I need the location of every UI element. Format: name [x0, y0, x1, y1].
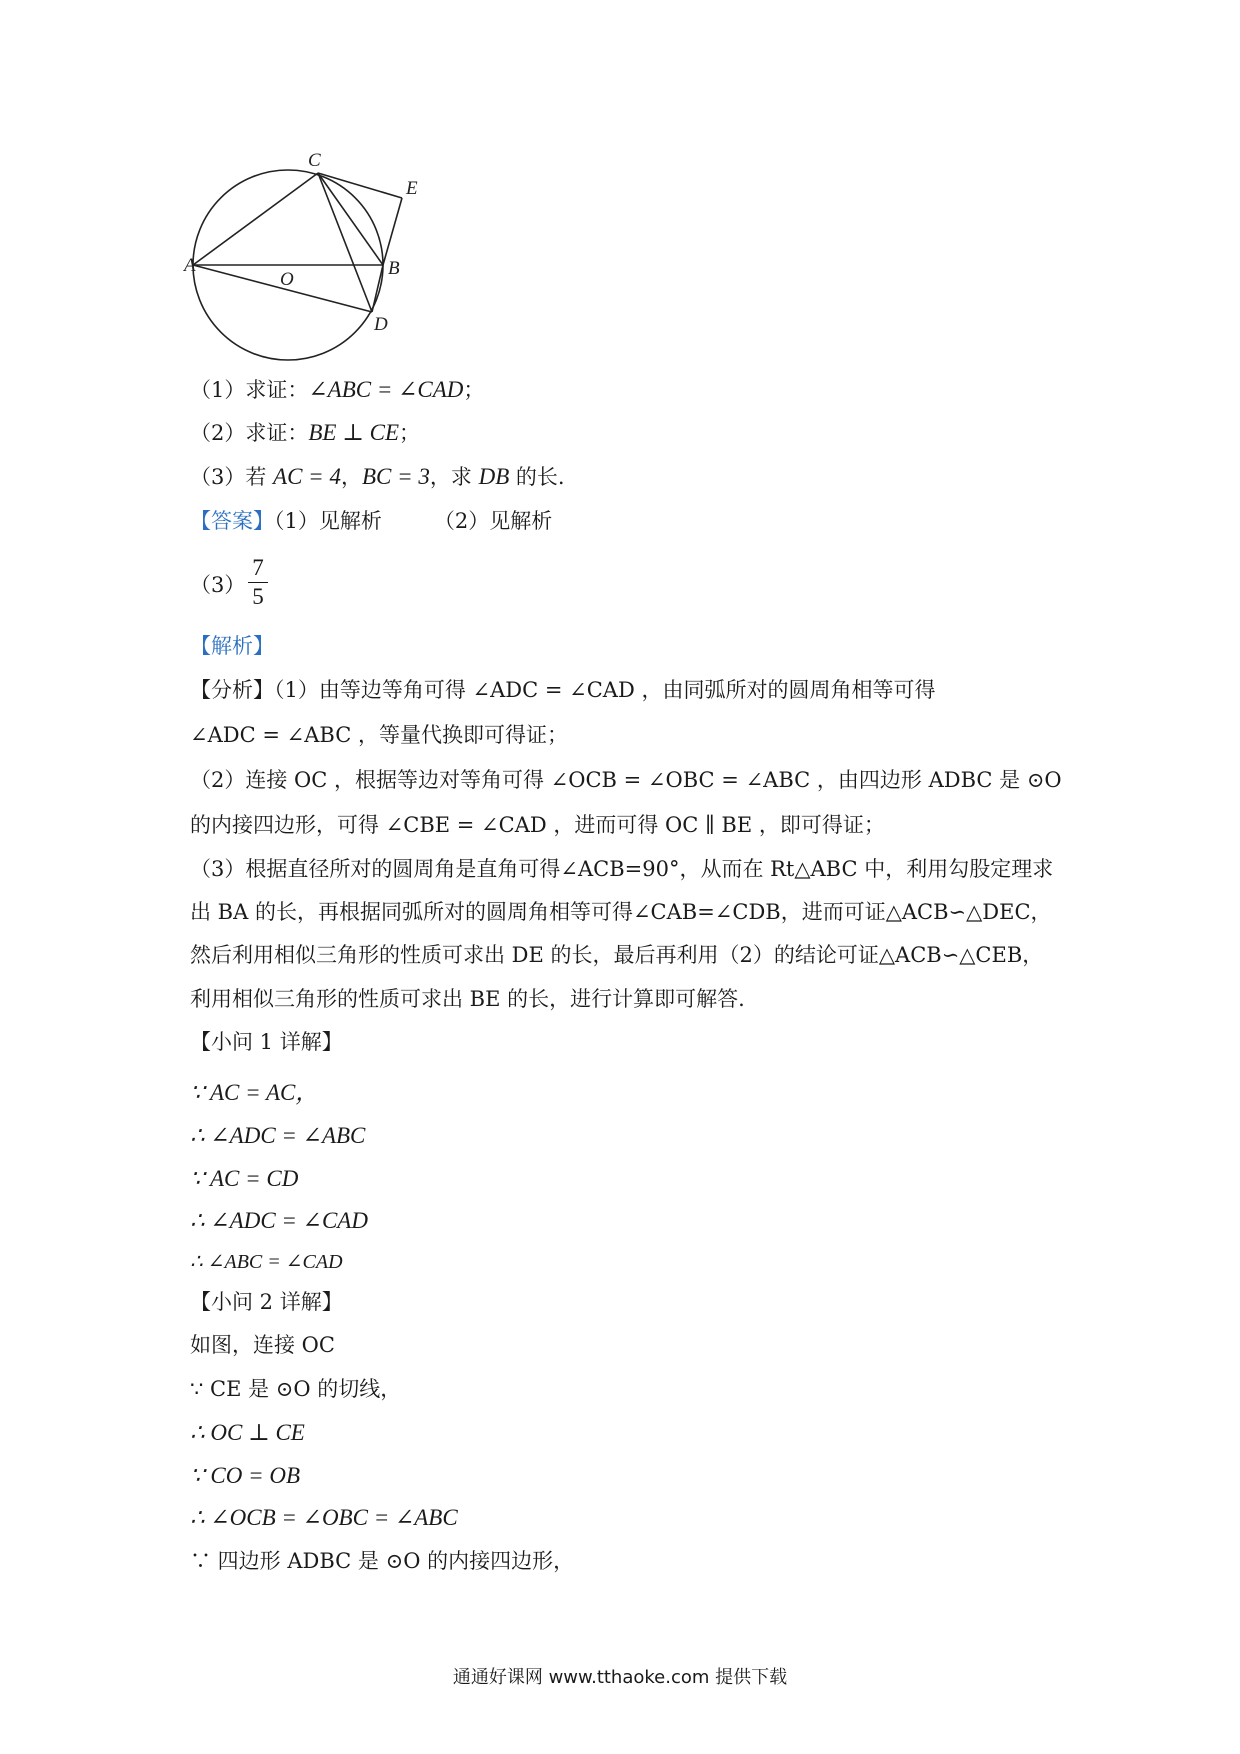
answer-tag: 【答案】: [190, 509, 274, 533]
detail-2-step-2: ∵ CE 是 ⊙O 的切线，: [190, 1377, 402, 1401]
detail-1-step-2: ∴ ∠ADC = ∠ABC: [190, 1123, 366, 1148]
segment-bd: [372, 265, 383, 312]
detail-1-tag: 【小问 1 详解】: [190, 1030, 343, 1054]
answer-3-prefix: （3）: [190, 573, 246, 597]
label-d: D: [374, 314, 388, 335]
fenxi-line-6: 出 BA 的长，再根据同弧所对的圆周角相等可得∠CAB=∠CDB，进而可证△ACB∽△DEC，: [190, 900, 1052, 924]
label-o: O: [280, 269, 294, 290]
fenxi-line-2: ∠ADC = ∠ABC ，等量代换即可得证；: [190, 723, 568, 747]
detail-1-step-4: ∴ ∠ADC = ∠CAD: [190, 1208, 368, 1233]
label-e: E: [406, 178, 418, 199]
detail-2-step-6: ∵ 四边形 ADBC 是 ⊙O 的内接四边形，: [190, 1549, 575, 1573]
fenxi-line-3: （2）连接 OC ，根据等边对等角可得 ∠OCB = ∠OBC = ∠ABC ，由四边形 ADBC 是 ⊙O: [190, 768, 1062, 792]
fenxi-line-4: 的内接四边形，可得 ∠CBE = ∠CAD ，进而可得 OC ∥ BE ，即可得证；: [190, 813, 885, 837]
geometry-figure: [184, 150, 430, 360]
detail-1-step-5: ∴ ∠ABC = ∠CAD: [190, 1251, 343, 1273]
fenxi-line-1: 【分析】（1）由等边等角可得 ∠ADC = ∠CAD ，由同弧所对的圆周角相等可得: [190, 678, 936, 702]
detail-2-step-5: ∴ ∠OCB = ∠OBC = ∠ABC: [190, 1505, 458, 1530]
segment-be: [383, 198, 402, 265]
label-a: A: [184, 255, 196, 276]
detail-2-step-1: 如图，连接 OC: [190, 1333, 335, 1357]
detail-2-step-4: ∵ CO = OB: [190, 1463, 301, 1488]
segment-ce: [318, 173, 402, 198]
fenxi-line-7: 然后利用相似三角形的性质可求出 DE 的长，最后再利用（2）的结论可证△ACB∽△CEB，: [190, 943, 1044, 967]
segment-cb: [318, 173, 383, 265]
detail-1-step-3: ∵ AC = CD: [190, 1166, 299, 1191]
detail-1-step-1: ∵ AC = AC，: [190, 1080, 319, 1105]
question-1: （1）求证：∠ABC = ∠CAD；: [190, 377, 485, 402]
answer-line: 【答案】（1）见解析 （2）见解析: [190, 509, 553, 533]
detail-2-tag: 【小问 2 详解】: [190, 1290, 343, 1314]
analysis-tag: 【解析】: [190, 634, 274, 658]
page-footer: 通通好课网 www.tthaoke.com 提供下载: [452, 1667, 788, 1688]
answer-3-fraction: 7 5: [248, 556, 268, 609]
fenxi-line-5: （3）根据直径所对的圆周角是直角可得∠ACB=90°，从而在 Rt△ABC 中，利用勾股定理求: [190, 857, 1054, 881]
label-c: C: [308, 150, 321, 171]
question-3: （3）若 AC = 4，BC = 3，求 DB 的长.: [190, 464, 565, 489]
segment-cd: [318, 173, 372, 312]
fenxi-line-8: 利用相似三角形的性质可求出 BE 的长，进行计算即可解答.: [190, 987, 745, 1011]
segment-ac: [193, 173, 318, 265]
question-2: （2）求证：BE ⊥ CE；: [190, 420, 420, 445]
label-b: B: [388, 258, 400, 279]
detail-2-step-3: ∴ OC ⊥ CE: [190, 1420, 305, 1445]
